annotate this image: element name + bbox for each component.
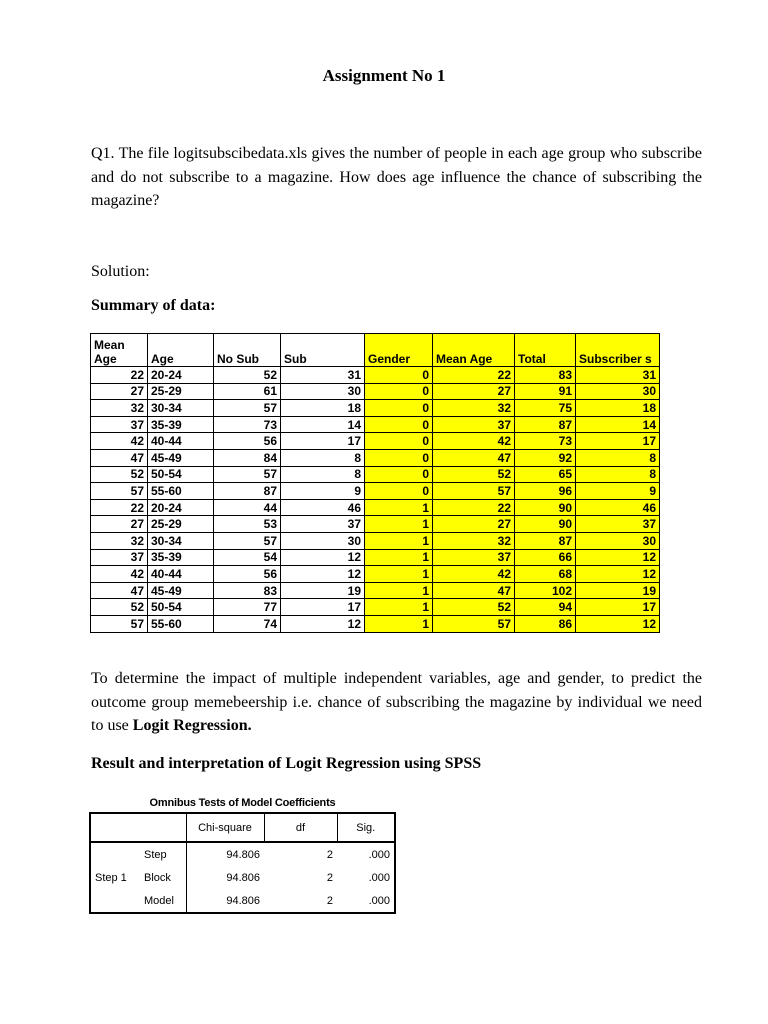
summary-row <box>91 367 660 384</box>
cell-mean-age-2: 37 <box>433 549 515 566</box>
summary-row <box>91 599 660 616</box>
cell-mean-age: 57 <box>91 483 148 500</box>
page-title: Assignment No 1 <box>322 66 446 85</box>
spss-row-block <box>90 866 395 889</box>
cell-gender: 0 <box>365 433 433 450</box>
cell-sub: 17 <box>281 433 365 450</box>
summary-row <box>91 549 660 566</box>
cell-sub: 37 <box>281 516 365 533</box>
cell-mean-age: 57 <box>91 615 148 632</box>
spss-header-df: df <box>264 813 337 842</box>
cell-age-group: 45-49 <box>148 449 214 466</box>
cell-mean-age: 52 <box>91 466 148 483</box>
cell-subscribers: 12 <box>576 566 660 583</box>
cell-no-sub: 57 <box>214 532 281 549</box>
cell-sub: 9 <box>281 483 365 500</box>
cell-sub: 30 <box>281 532 365 549</box>
cell-sub: 19 <box>281 582 365 599</box>
cell-no-sub: 74 <box>214 615 281 632</box>
cell-total: 102 <box>515 582 576 599</box>
cell-mean-age-2: 32 <box>433 400 515 417</box>
cell-age-group: 50-54 <box>148 466 214 483</box>
cell-sub: 14 <box>281 416 365 433</box>
cell-subscribers: 8 <box>576 466 660 483</box>
cell-subscribers: 37 <box>576 516 660 533</box>
cell-mean-age: 52 <box>91 599 148 616</box>
result-heading: Result and interpretation of Logit Regression using SPSS <box>91 755 482 772</box>
cell-gender: 0 <box>365 466 433 483</box>
spss-header-chi-square: Chi-square <box>186 813 264 842</box>
cell-mean-age: 22 <box>91 367 148 384</box>
cell-gender: 1 <box>365 615 433 632</box>
cell-no-sub: 44 <box>214 499 281 516</box>
summary-row <box>91 499 660 516</box>
spss-sig: .000 <box>337 866 395 889</box>
cell-gender: 1 <box>365 599 433 616</box>
method-paragraph <box>91 667 702 738</box>
cell-subscribers: 30 <box>576 532 660 549</box>
cell-total: 75 <box>515 400 576 417</box>
cell-age-group: 55-60 <box>148 483 214 500</box>
cell-age-group: 30-34 <box>148 532 214 549</box>
omnibus-tests-table <box>89 812 396 914</box>
cell-mean-age: 37 <box>91 549 148 566</box>
cell-gender: 0 <box>365 449 433 466</box>
summary-row <box>91 466 660 483</box>
cell-mean-age: 47 <box>91 449 148 466</box>
cell-sub: 46 <box>281 499 365 516</box>
cell-gender: 0 <box>365 400 433 417</box>
cell-total: 91 <box>515 383 576 400</box>
summary-heading: Summary of data: <box>91 297 216 314</box>
cell-age-group: 40-44 <box>148 566 214 583</box>
summary-data-table <box>90 333 660 633</box>
cell-gender: 0 <box>365 367 433 384</box>
summary-row <box>91 483 660 500</box>
cell-mean-age-2: 37 <box>433 416 515 433</box>
header-gender: Gender <box>365 334 433 367</box>
summary-row <box>91 516 660 533</box>
cell-gender: 1 <box>365 566 433 583</box>
cell-mean-age: 32 <box>91 400 148 417</box>
cell-total: 92 <box>515 449 576 466</box>
header-mean-age: Mean Age <box>91 334 148 367</box>
cell-mean-age-2: 57 <box>433 483 515 500</box>
summary-row <box>91 532 660 549</box>
spss-row-label: Model <box>140 889 186 913</box>
method-text: To determine the impact of multiple independent variables, age and gender, to predict the outcome group memebeership i.e. chance of subscribing the magazine by individual we need to use <box>91 670 702 734</box>
cell-age-group: 25-29 <box>148 383 214 400</box>
cell-age-group: 45-49 <box>148 582 214 599</box>
header-no-sub: No Sub <box>214 334 281 367</box>
cell-total: 94 <box>515 599 576 616</box>
cell-no-sub: 57 <box>214 400 281 417</box>
cell-total: 66 <box>515 549 576 566</box>
cell-sub: 12 <box>281 615 365 632</box>
cell-sub: 31 <box>281 367 365 384</box>
spss-sig: .000 <box>337 889 395 913</box>
summary-row <box>91 400 660 417</box>
header-sub: Sub <box>281 334 365 367</box>
cell-subscribers: 31 <box>576 367 660 384</box>
cell-age-group: 25-29 <box>148 516 214 533</box>
cell-mean-age-2: 27 <box>433 516 515 533</box>
cell-no-sub: 56 <box>214 566 281 583</box>
cell-no-sub: 83 <box>214 582 281 599</box>
cell-mean-age-2: 27 <box>433 383 515 400</box>
spss-row-step <box>90 842 395 866</box>
header-mean-age-2: Mean Age <box>433 334 515 367</box>
cell-age-group: 30-34 <box>148 400 214 417</box>
cell-mean-age: 27 <box>91 383 148 400</box>
summary-row <box>91 566 660 583</box>
cell-total: 65 <box>515 466 576 483</box>
cell-mean-age-2: 32 <box>433 532 515 549</box>
cell-total: 96 <box>515 483 576 500</box>
cell-gender: 0 <box>365 383 433 400</box>
cell-no-sub: 61 <box>214 383 281 400</box>
header-age: Age <box>148 334 214 367</box>
cell-subscribers: 19 <box>576 582 660 599</box>
cell-total: 87 <box>515 416 576 433</box>
cell-age-group: 20-24 <box>148 367 214 384</box>
cell-total: 68 <box>515 566 576 583</box>
cell-subscribers: 8 <box>576 449 660 466</box>
summary-header-row <box>91 334 660 367</box>
cell-no-sub: 73 <box>214 416 281 433</box>
cell-no-sub: 57 <box>214 466 281 483</box>
cell-age-group: 50-54 <box>148 599 214 616</box>
cell-subscribers: 17 <box>576 599 660 616</box>
cell-subscribers: 18 <box>576 400 660 417</box>
header-subscribers: Subscriber s <box>576 334 660 367</box>
cell-mean-age-2: 57 <box>433 615 515 632</box>
cell-total: 87 <box>515 532 576 549</box>
cell-gender: 1 <box>365 532 433 549</box>
spss-df: 2 <box>264 889 337 913</box>
cell-subscribers: 12 <box>576 549 660 566</box>
spss-row-label: Step <box>140 842 186 866</box>
cell-mean-age-2: 42 <box>433 566 515 583</box>
cell-total: 90 <box>515 499 576 516</box>
cell-subscribers: 46 <box>576 499 660 516</box>
spss-chi-square: 94.806 <box>226 871 260 884</box>
spss-df: 2 <box>326 871 333 884</box>
summary-row <box>91 433 660 450</box>
header-total: Total <box>515 334 576 367</box>
cell-mean-age: 42 <box>91 433 148 450</box>
cell-mean-age: 37 <box>91 416 148 433</box>
cell-gender: 1 <box>365 549 433 566</box>
solution-label: Solution: <box>91 263 150 280</box>
summary-row <box>91 615 660 632</box>
cell-age-group: 40-44 <box>148 433 214 450</box>
cell-no-sub: 54 <box>214 549 281 566</box>
summary-row <box>91 582 660 599</box>
cell-sub: 30 <box>281 383 365 400</box>
cell-gender: 1 <box>365 516 433 533</box>
cell-subscribers: 30 <box>576 383 660 400</box>
cell-total: 90 <box>515 516 576 533</box>
summary-row <box>91 416 660 433</box>
cell-subscribers: 9 <box>576 483 660 500</box>
cell-age-group: 20-24 <box>148 499 214 516</box>
cell-no-sub: 53 <box>214 516 281 533</box>
spss-chi-square: 94.806 <box>226 848 260 861</box>
cell-mean-age-2: 22 <box>433 367 515 384</box>
cell-sub: 18 <box>281 400 365 417</box>
cell-subscribers: 17 <box>576 433 660 450</box>
cell-mean-age-2: 52 <box>433 599 515 616</box>
cell-gender: 1 <box>365 499 433 516</box>
cell-sub: 8 <box>281 449 365 466</box>
cell-mean-age: 47 <box>91 582 148 599</box>
cell-total: 86 <box>515 615 576 632</box>
spss-sig: .000 <box>337 842 395 866</box>
method-bold: Logit Regression. <box>132 717 252 734</box>
cell-age-group: 55-60 <box>148 615 214 632</box>
cell-total: 83 <box>515 367 576 384</box>
cell-mean-age: 27 <box>91 516 148 533</box>
spss-group-label: Step 1 <box>90 866 140 889</box>
summary-row <box>91 383 660 400</box>
cell-age-group: 35-39 <box>148 416 214 433</box>
spss-chi-square: 94.806 <box>186 889 264 913</box>
cell-no-sub: 87 <box>214 483 281 500</box>
cell-total: 73 <box>515 433 576 450</box>
cell-mean-age-2: 52 <box>433 466 515 483</box>
spss-header-sig: Sig. <box>337 813 395 842</box>
cell-subscribers: 12 <box>576 615 660 632</box>
summary-row <box>91 449 660 466</box>
cell-gender: 1 <box>365 582 433 599</box>
cell-mean-age-2: 42 <box>433 433 515 450</box>
cell-sub: 17 <box>281 599 365 616</box>
cell-mean-age-2: 47 <box>433 449 515 466</box>
cell-sub: 12 <box>281 549 365 566</box>
question-paragraph: Q1. The file logitsubscibedata.xls gives the number of people in each age group who subscribe and do not subscribe to a magazine. How does age influence the chance of subscribing the magazine? <box>91 145 702 209</box>
cell-mean-age: 42 <box>91 566 148 583</box>
spss-header-row <box>90 813 395 842</box>
cell-no-sub: 52 <box>214 367 281 384</box>
cell-mean-age: 32 <box>91 532 148 549</box>
cell-mean-age-2: 47 <box>433 582 515 599</box>
spss-df: 2 <box>326 848 333 861</box>
cell-gender: 0 <box>365 416 433 433</box>
cell-no-sub: 77 <box>214 599 281 616</box>
spss-table-title: Omnibus Tests of Model Coefficients <box>149 797 336 809</box>
cell-mean-age-2: 22 <box>433 499 515 516</box>
cell-no-sub: 56 <box>214 433 281 450</box>
cell-age-group: 35-39 <box>148 549 214 566</box>
spss-row-label: Block <box>140 866 186 889</box>
cell-mean-age: 22 <box>91 499 148 516</box>
cell-sub: 8 <box>281 466 365 483</box>
spss-row-model <box>90 889 395 913</box>
cell-gender: 0 <box>365 483 433 500</box>
cell-sub: 12 <box>281 566 365 583</box>
cell-no-sub: 84 <box>214 449 281 466</box>
cell-subscribers: 14 <box>576 416 660 433</box>
